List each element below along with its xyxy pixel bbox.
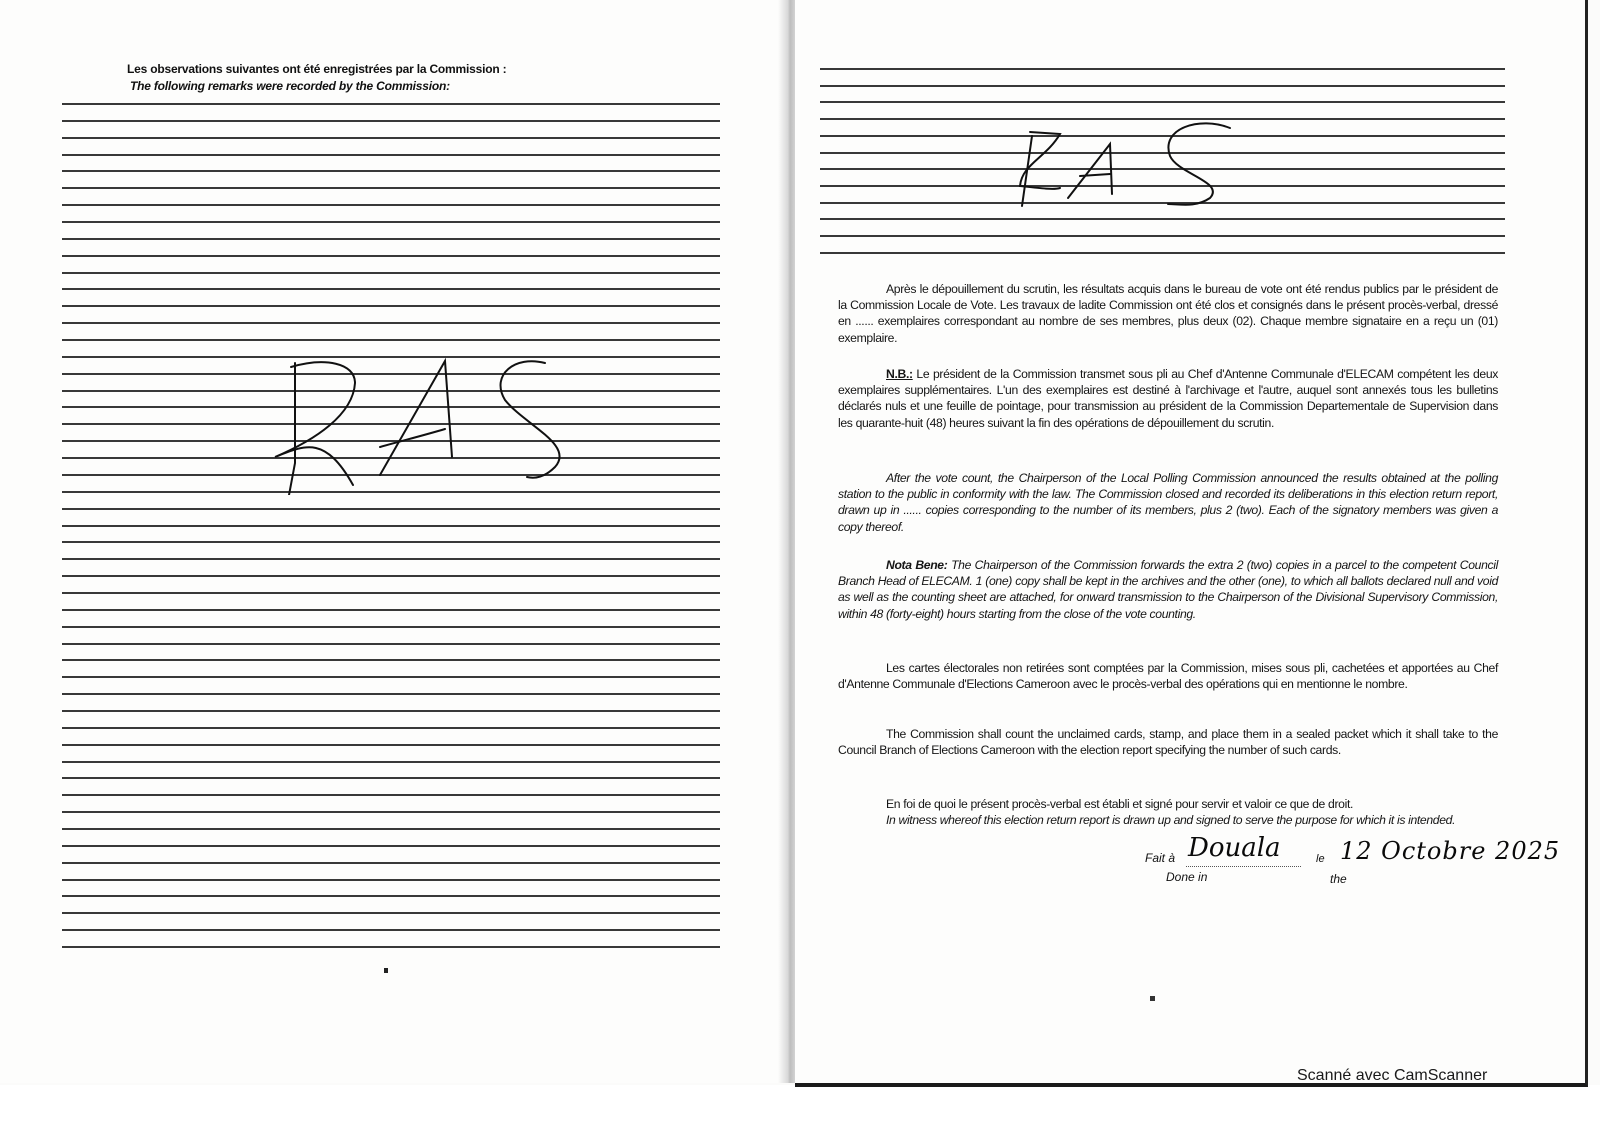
place-field-line — [1186, 866, 1301, 867]
ruled-line — [62, 154, 720, 156]
ruled-line — [62, 643, 720, 645]
done-at-label-en: Done in — [1166, 870, 1208, 884]
paragraph-results-published-en — [838, 470, 1498, 535]
nb-lead: N.B.: — [886, 367, 913, 381]
ruled-line — [62, 288, 720, 290]
paragraph-text: In witness whereof this election return report is drawn up and signed to serve the purpose for which it is intended. — [886, 813, 1456, 827]
left-page — [0, 0, 795, 1083]
ruled-line — [820, 252, 1505, 254]
ruled-line — [62, 238, 720, 240]
ruled-line — [62, 744, 720, 746]
handwritten-ras-left-icon — [265, 345, 595, 495]
ruled-line — [62, 103, 720, 105]
ruled-line — [62, 895, 720, 897]
ruled-line — [62, 305, 720, 307]
date-label-fr: le — [1316, 853, 1325, 865]
ruled-line — [62, 659, 720, 661]
ruled-line — [62, 828, 720, 830]
paragraph-unclaimed-cards-en — [838, 726, 1498, 758]
paragraph-in-witness-fr — [838, 796, 1498, 812]
ruled-line — [62, 879, 720, 881]
ruled-line — [62, 541, 720, 543]
handwritten-place: Douala — [1188, 833, 1281, 863]
paragraph-unclaimed-cards-fr — [838, 660, 1498, 692]
paragraph-text: After the vote count, the Chairperson of the Local Polling Commission announced the results obtained at the polling station to the public in conformity with the law. The Commission closed and recorded its deliberations in this election return report, drawn up in ...... copies corresponding to the number of its members, plus 2 (two). Each of the signatory members was given a copy thereof. — [838, 471, 1498, 534]
ruled-line — [62, 170, 720, 172]
paragraph-text: En foi de quoi le présent procès-verbal est établi et signé pour servir et valoir ce que de droit. — [886, 797, 1354, 811]
paragraph-text: The Chairperson of the Commission forwards the extra 2 (two) copies in a parcel to the competent Council Branch Head of ELECAM. 1 (one) copy shall be kept in the archives and the other (one), to which all ballots declared null and void as well as the counting sheet are attached, for onward transmission to the Chairperson of the Divisional Supervisory Commission, within 48 (forty-eight) hours starting from the close of the vote counting. — [838, 558, 1498, 621]
ruled-line — [62, 626, 720, 628]
ruled-line — [820, 101, 1505, 103]
ruled-line — [62, 272, 720, 274]
handwritten-ras-right-icon — [1010, 108, 1250, 218]
done-at-label-fr: Fait à — [1145, 851, 1176, 865]
ruled-line — [820, 85, 1505, 87]
ruled-line — [62, 794, 720, 796]
ruled-line — [62, 575, 720, 577]
ruled-line — [820, 68, 1505, 70]
ruled-line — [62, 255, 720, 257]
paragraph-text: Après le dépouillement du scrutin, les résultats acquis dans le bureau de vote ont été rendus publics par le président de la Commission Locale de Vote. Les travaux de ladite Commission ont été clos et consignés dans le présent procès-verbal, dressé en ...... exemplaires correspondant au nombre de ses membres, plus deux (02). Chaque membre signataire en a reçu un (01) exemplaire. — [838, 282, 1498, 345]
camscanner-watermark: Scanné avec CamScanner — [1297, 1067, 1488, 1084]
remarks-heading-fr: Les observations suivantes ont été enregistrées par la Commission : — [127, 62, 507, 76]
ruled-line — [62, 845, 720, 847]
paragraph-nota-bene-en — [838, 557, 1498, 622]
nota-bene-lead: Nota Bene: — [886, 558, 948, 572]
ruled-line — [820, 235, 1505, 237]
ruled-line — [62, 592, 720, 594]
ruled-line — [62, 187, 720, 189]
ruled-line — [62, 609, 720, 611]
ruled-line — [62, 946, 720, 948]
ruled-line — [62, 693, 720, 695]
ruled-line — [62, 221, 720, 223]
paragraph-in-witness-en — [838, 812, 1483, 828]
ruled-line — [62, 862, 720, 864]
paragraph-text: The Commission shall count the unclaimed cards, stamp, and place them in a sealed packet which it shall take to the Council Branch of Elections Cameroon with the election report specifying the number of such cards. — [838, 727, 1498, 758]
ruled-line — [62, 777, 720, 779]
ruled-line — [62, 912, 720, 914]
ruled-line — [62, 558, 720, 560]
remarks-heading-en: The following remarks were recorded by the Commission: — [130, 79, 450, 93]
ruled-line — [62, 676, 720, 678]
paragraph-results-published-fr — [838, 281, 1498, 346]
ruled-line — [62, 339, 720, 341]
ruled-line — [62, 120, 720, 122]
ruled-line — [62, 727, 720, 729]
ruled-line — [62, 525, 720, 527]
page-mark-right — [1150, 996, 1155, 1001]
paragraph-nb-fr — [838, 366, 1498, 431]
ruled-line — [62, 811, 720, 813]
ruled-line — [62, 322, 720, 324]
ruled-line — [62, 204, 720, 206]
ruled-line — [62, 761, 720, 763]
ruled-line — [62, 137, 720, 139]
paragraph-text: Le président de la Commission transmet sous pli au Chef d'Antenne Communale d'ELECAM compétent les deux exemplaires supplémentaires. L'un des exemplaires est destiné à l'archivage et l'autre, auquel sont annexés tous les bulletins déclarés nuls et une feuille de pointage, pour transmission au président de la Commission Departementale de Supervision dans les quarante-huit (48) heures suivant la fin des opérations de dépouillement du scrutin. — [838, 367, 1498, 430]
handwritten-date: 12 Octobre 2025 — [1340, 837, 1561, 865]
ruled-line — [62, 508, 720, 510]
ruled-line — [62, 710, 720, 712]
date-label-en: the — [1330, 872, 1347, 886]
ruled-line — [62, 929, 720, 931]
page-mark-left — [384, 968, 388, 973]
paragraph-text: Les cartes électorales non retirées sont comptées par la Commission, mises sous pli, cachetées et apportées au Chef d'Antenne Communale d'Elections Cameroon avec le procès-verbal des opérations qui en mentionne le nombre. — [838, 661, 1498, 692]
ruled-line — [820, 218, 1505, 220]
